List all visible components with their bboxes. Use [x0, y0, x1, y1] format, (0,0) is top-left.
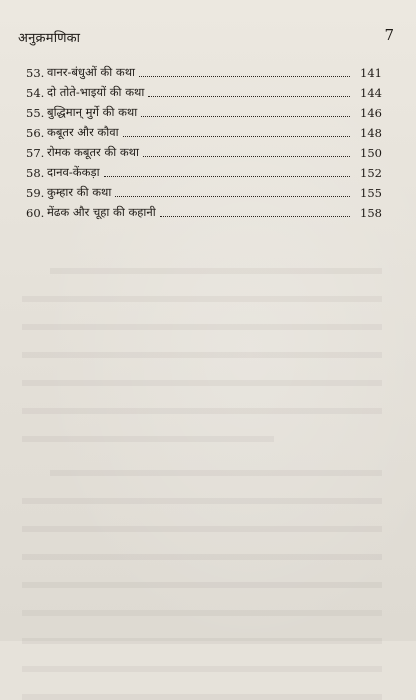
toc-entry-number: 59. [26, 186, 45, 200]
toc-entry-page: 141 [360, 66, 382, 80]
toc-entry [26, 180, 382, 200]
toc-entry [26, 200, 382, 220]
dot-leader [123, 136, 350, 137]
table-of-contents [26, 60, 382, 220]
toc-entry-number: 58. [26, 166, 45, 180]
toc-entry-page: 150 [360, 146, 382, 160]
toc-entry-title: मेंढक और चूहा की कहानी [47, 205, 156, 219]
toc-entry-page: 158 [360, 206, 382, 220]
toc-entry-title: रोमक कबूतर की कथा [47, 145, 139, 159]
toc-entry-page: 146 [360, 106, 382, 120]
dot-leader [148, 96, 350, 97]
page-title: अनुक्रमणिका [18, 31, 81, 46]
dot-leader [139, 76, 350, 77]
toc-entry-title: कुम्हार की कथा [47, 185, 112, 199]
toc-entry-page: 144 [360, 86, 382, 100]
toc-entry-title: दानव-केंकड़ा [47, 165, 100, 179]
dot-leader [115, 196, 350, 197]
toc-entry-page: 148 [360, 126, 382, 140]
toc-entry-page: 155 [360, 186, 382, 200]
toc-entry [26, 120, 382, 140]
toc-entry-title: वानर-बंधुओं की कथा [47, 65, 136, 79]
toc-entry-title: दो तोते-भाइयों की कथा [47, 85, 145, 99]
toc-entry [26, 100, 382, 120]
dot-leader [141, 116, 350, 117]
toc-entry-title: बुद्धिमान् मुर्गे की कथा [47, 105, 138, 119]
page-number: 7 [384, 26, 394, 44]
toc-entry [26, 140, 382, 160]
toc-entry-number: 60. [26, 206, 45, 220]
page-header [18, 28, 394, 50]
toc-entry-page: 152 [360, 166, 382, 180]
toc-entry-number: 54. [26, 86, 45, 100]
dot-leader [160, 216, 350, 217]
toc-entry [26, 160, 382, 180]
dot-leader [143, 156, 350, 157]
toc-entry-title: कबूतर और कौवा [47, 125, 119, 139]
toc-entry-number: 56. [26, 126, 45, 140]
toc-entry-number: 57. [26, 146, 45, 160]
dot-leader [104, 176, 350, 177]
toc-entry [26, 60, 382, 80]
toc-entry [26, 80, 382, 100]
toc-entry-number: 53. [26, 66, 45, 80]
toc-entry-number: 55. [26, 106, 45, 120]
bleed-through-texture [22, 246, 382, 700]
